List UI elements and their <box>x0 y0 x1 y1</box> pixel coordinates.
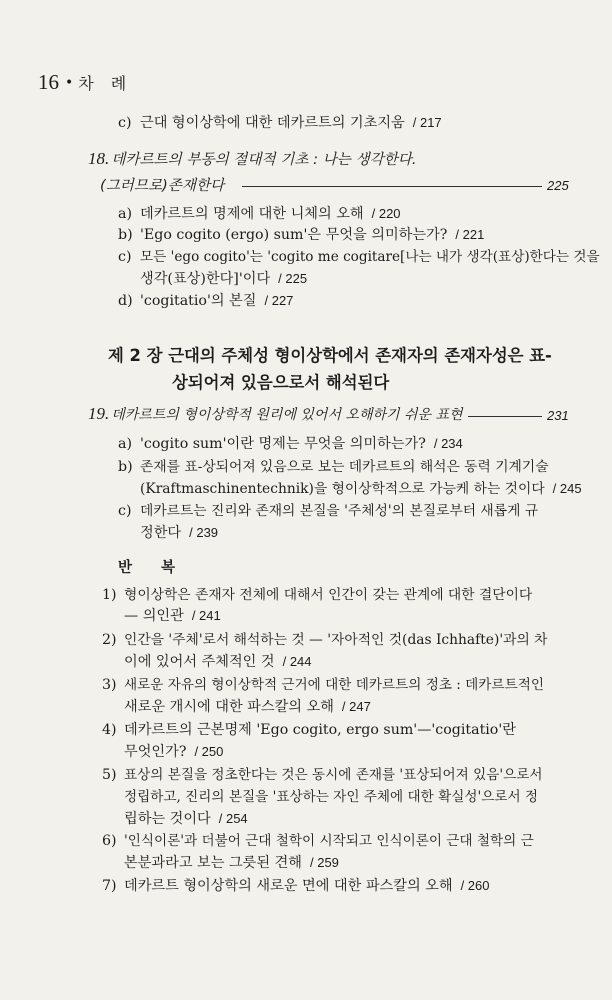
toc-item-cont: 새로운 개시에 대한 파스칼의 오해 / 247 <box>124 699 371 715</box>
item-label: b) <box>118 227 133 243</box>
toc-item: 존재를 표-상되어져 있음으로 보는 데카르트의 해석은 동력 기계기술 <box>140 459 549 475</box>
toc-item: 모든 'ego cogito'는 'cogito me cogitare[나는 내가 생각(표상)한다는 것을 <box>140 249 600 265</box>
running-header <box>38 70 132 95</box>
repetition-heading: 반 복 <box>118 560 188 576</box>
chapter-title: 제 2 장 근대의 주체성 형이상학에서 존재자의 존재자성은 표- <box>108 346 552 365</box>
header-label: 차 례 <box>78 74 133 93</box>
item-page: / 217 <box>412 115 442 130</box>
section-18-title: 18. 데카르트의 부동의 절대적 기초 : 나는 생각한다. <box>88 149 417 168</box>
item-label: 3) <box>102 677 117 693</box>
item-label: c) <box>118 115 132 131</box>
item-label: 6) <box>102 833 117 849</box>
toc-item-cont: (Kraftmaschinentechnik)을 형이상학적으로 가능케 하는 것이다 / 245 <box>140 481 582 497</box>
item-label: 1) <box>102 587 117 603</box>
toc-item: 'cogito sum'이란 명제는 무엇을 의미하는가? / 234 <box>140 436 463 452</box>
toc-item: '인식이론'과 더불어 근대 철학이 시작되고 인식이론이 근대 철학의 근 <box>124 833 534 849</box>
item-label: 5) <box>102 767 117 783</box>
toc-item: 새로운 자유의 형이상학적 근거에 대한 데카르트의 정초 : 데카르트적인 <box>124 677 544 693</box>
item-label: 2) <box>102 632 117 648</box>
toc-item-cont: 정립하고, 진리의 본질을 '표상하는 자인 주체에 대한 확실성'으로서 정 <box>124 789 539 805</box>
toc-item-cont: — 의인관 / 241 <box>124 608 221 624</box>
toc-item: 데카르트는 진리와 존재의 본질을 '주체성'의 본질로부터 새롭게 규 <box>140 503 539 519</box>
section-19-page: 231 <box>547 408 569 423</box>
item-label: 7) <box>102 878 117 894</box>
item-label: c) <box>118 249 132 265</box>
toc-item: 형이상학은 존재자 전체에 대해서 인간이 갖는 관계에 대한 결단이다 <box>124 587 533 603</box>
toc-item: 'Ego cogito (ergo) sum'은 무엇을 의미하는가? / 221 <box>140 227 485 243</box>
item-label: 4) <box>102 722 117 738</box>
item-label: b) <box>118 459 133 475</box>
leader-rule <box>468 416 542 417</box>
toc-item: 인간을 '주체'로서 해석하는 것 — '자아적인 것(das Ichhafte)'과의 차 <box>124 632 548 648</box>
section-19-title: 19. 데카르트의 형이상학적 원리에 있어서 오해하기 쉬운 표현 <box>88 404 463 423</box>
toc-item-cont: 본분과라고 보는 그릇된 견해 / 259 <box>124 855 339 871</box>
toc-item: 데카르트의 명제에 대한 니체의 오해 / 220 <box>140 206 401 222</box>
section-18-title-cont: (그러므로)존재한다 <box>100 177 225 194</box>
header-separator: • <box>65 75 74 91</box>
leader-rule <box>242 186 542 187</box>
toc-item: 근대 형이상학에 대한 데카르트의 기초지움 / 217 <box>140 115 442 131</box>
toc-item: 표상의 본질을 정초한다는 것은 동시에 존재를 '표상되어져 있음'으로서 <box>124 767 543 783</box>
toc-item: 데카르트 형이상학의 새로운 면에 대한 파스칼의 오해 / 260 <box>124 878 490 894</box>
toc-item: 'cogitatio'의 본질 / 227 <box>140 293 294 309</box>
toc-item-cont: 생각(표상)한다]'이다 / 225 <box>140 271 308 287</box>
item-label: a) <box>118 436 132 452</box>
toc-item-cont: 이에 있어서 주체적인 것 / 244 <box>124 654 312 670</box>
toc-item-cont: 무엇인가? / 250 <box>124 744 224 760</box>
page-number: 16 <box>38 70 59 94</box>
item-label: a) <box>118 206 132 222</box>
item-label: c) <box>118 503 132 519</box>
toc-item-cont: 립하는 것이다 / 254 <box>124 811 248 827</box>
item-label: d) <box>118 293 133 309</box>
toc-item-cont: 정한다 / 239 <box>140 525 219 541</box>
chapter-title-cont: 상되어져 있음으로서 해석된다 <box>172 373 390 392</box>
toc-item: 데카르트의 근본명제 'Ego cogito, ergo sum'—'cogitatio'란 <box>124 722 516 738</box>
section-18-page: 225 <box>547 178 569 193</box>
